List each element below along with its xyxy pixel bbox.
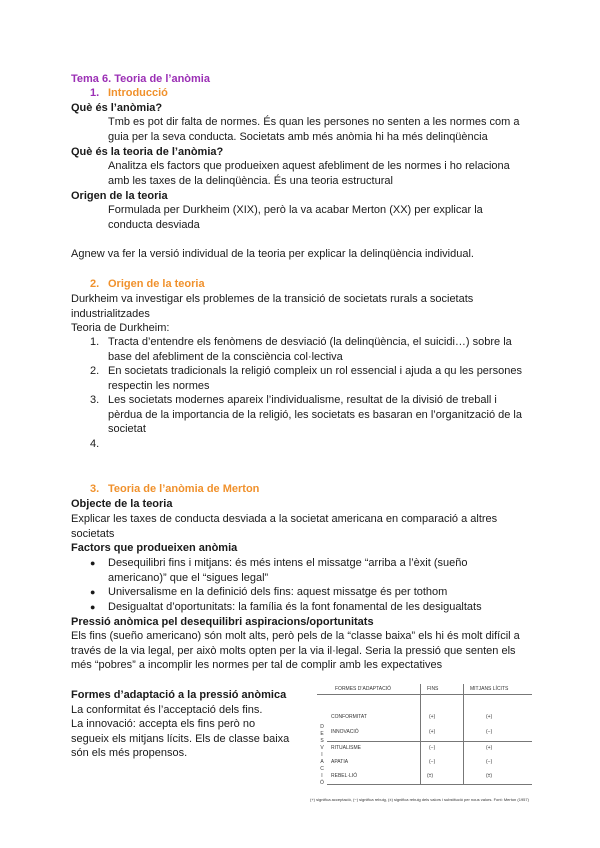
question-what-is-anomia: Què és l’anòmia? bbox=[71, 102, 163, 114]
table-caption: (+) significa acceptació, (−) significa rebuig, (±) significa rebuig dels valors i substitució per nous valors. Font: Merton (1957) bbox=[310, 797, 529, 802]
table-side-letter: E bbox=[320, 731, 324, 737]
answer-theory-of-anomia: Analitza els factors que produeixen aquest afebliment de les normes i ho relaciona amb les taxes de la delinqüència. És una teoria estructural bbox=[108, 160, 510, 187]
table-row-fins: (+) bbox=[429, 729, 436, 735]
table-row-mitjans: (+) bbox=[486, 745, 493, 751]
table-divider bbox=[420, 684, 421, 784]
durkheim-item: En societats tradicionals la religió compleix un rol essencial i ajuda a qu les persones respectin les normes bbox=[108, 365, 522, 392]
factor-item: Desequilibri fins i mitjans: és més intens el missatge “arriba a l’èxit (sueño americano)” que el “sigues legal” bbox=[108, 557, 468, 584]
table-row-mitjans: (+) bbox=[486, 714, 493, 720]
table-side-letter: D bbox=[320, 724, 324, 730]
table-header-mitjans: MITJANS LÍCITS bbox=[470, 686, 509, 692]
question-theory-of-anomia: Què és la teoria de l’anòmia? bbox=[71, 146, 224, 158]
section-1-heading: Introducció bbox=[108, 87, 168, 99]
durkheim-item: Tracta d’entendre els fenòmens de desviació (la delinqüència, el suicidi…) sobre la base del afebliment de la consciència col·lectiva bbox=[108, 336, 512, 363]
table-row-fins: (+) bbox=[429, 714, 436, 720]
bullet-icon: ● bbox=[90, 558, 96, 568]
durkheim-item-number: 3. bbox=[90, 394, 100, 406]
table-divider bbox=[463, 684, 464, 784]
bullet-icon: ● bbox=[90, 587, 96, 597]
table-row-name: APATIA bbox=[331, 759, 349, 765]
durkheim-item-number: 4. bbox=[90, 438, 100, 450]
answer-origin: Formulada per Durkheim (XIX), però la va acabar Merton (XX) per explicar la conducta desviada bbox=[108, 204, 483, 231]
durkheim-label: Teoria de Durkheim: bbox=[71, 322, 170, 334]
table-row-mitjans: (±) bbox=[486, 773, 493, 779]
table-divider bbox=[327, 741, 532, 742]
durkheim-item-number: 1. bbox=[90, 336, 100, 348]
adaptation-table bbox=[305, 684, 535, 796]
table-row-fins: (−) bbox=[429, 759, 436, 765]
bullet-icon: ● bbox=[90, 602, 96, 612]
doc-title: Tema 6. Teoria de l’anòmia bbox=[71, 73, 210, 85]
table-row-name: CONFORMITAT bbox=[331, 714, 367, 720]
section-3-number: 3. bbox=[90, 483, 100, 495]
table-side-letter: Ó bbox=[320, 780, 324, 786]
table-row-mitjans: (−) bbox=[486, 759, 493, 765]
table-row-mitjans: (−) bbox=[486, 729, 493, 735]
table-row-fins: (±) bbox=[427, 773, 434, 779]
section-3-heading: Teoria de l’anòmia de Merton bbox=[108, 483, 260, 495]
forms-heading: Formes d’adaptació a la pressió anòmica bbox=[71, 689, 287, 701]
forms-innovation: La innovació: accepta els fins però no segueix els mitjans lícits. Els de classe baixa són els més propensos. bbox=[71, 718, 290, 759]
table-divider bbox=[327, 784, 532, 785]
table-row-name: RITUALISME bbox=[331, 745, 362, 751]
agnew-paragraph: Agnew va fer la versió individual de la teoria per explicar la delinqüència individual. bbox=[71, 248, 474, 260]
table-side-letter: A bbox=[320, 759, 324, 765]
table-side-letter: S bbox=[320, 738, 324, 744]
section-2-number: 2. bbox=[90, 278, 100, 290]
section-1-number: 1. bbox=[90, 87, 100, 99]
table-header-forms: FORMES D’ADAPTACIÓ bbox=[335, 686, 392, 692]
table-row-name: REBEL·LIÓ bbox=[331, 773, 358, 779]
table-side-letter: C bbox=[320, 766, 324, 772]
question-origin: Origen de la teoria bbox=[71, 190, 168, 202]
table-side-letter: I bbox=[321, 773, 323, 779]
forms-conformity: La conformitat és l’acceptació dels fins. bbox=[71, 704, 263, 716]
object-paragraph: Explicar les taxes de conducta desviada a la societat americana en comparació a altres societats bbox=[71, 513, 498, 540]
pressure-heading: Pressió anòmica pel desequilibri aspiracions/oportunitats bbox=[71, 616, 374, 628]
pressure-paragraph: Els fins (sueño americano) són molt alts, però pels de la “classe baixa” els hi és molt difícil a través de la via legal, per això molts opten per la via il·legal. Seria la pressió que senten els més “pobres” a incomplir les normes per tal de complir amb les expectatives bbox=[71, 630, 520, 671]
object-heading: Objecte de la teoria bbox=[71, 498, 173, 510]
table-row-fins: (−) bbox=[429, 745, 436, 751]
durkheim-item-number: 2. bbox=[90, 365, 100, 377]
durkheim-item: Les societats modernes apareix l’individualisme, resultat de la divisió de treball i pèrdua de la importancia de la religió, les societats es basaran en l’organització de la societat bbox=[108, 394, 522, 435]
table-side-letter: I bbox=[321, 752, 323, 758]
factor-item: Universalisme en la definició dels fins: aquest missatge és per tothom bbox=[108, 586, 448, 598]
factor-item: Desigualtat d’oportunitats: la família és la font fonamental de les desigualtats bbox=[108, 601, 482, 613]
table-row-name: INNOVACIÓ bbox=[331, 729, 359, 735]
table-divider bbox=[317, 694, 532, 695]
table-side-letter: V bbox=[320, 745, 324, 751]
durkheim-intro: Durkheim va investigar els problemes de la transició de societats rurals a societats industrialitzades bbox=[71, 293, 474, 320]
table-header-fins: FINS bbox=[427, 686, 439, 692]
answer-what-is-anomia: Tmb es pot dir falta de normes. És quan les persones no senten a les normes com a guia per la seva conducta. Societats amb més anòmia hi ha més delinqüència bbox=[108, 116, 520, 143]
section-2-heading: Origen de la teoria bbox=[108, 278, 205, 290]
factors-heading: Factors que produeixen anòmia bbox=[71, 542, 238, 554]
